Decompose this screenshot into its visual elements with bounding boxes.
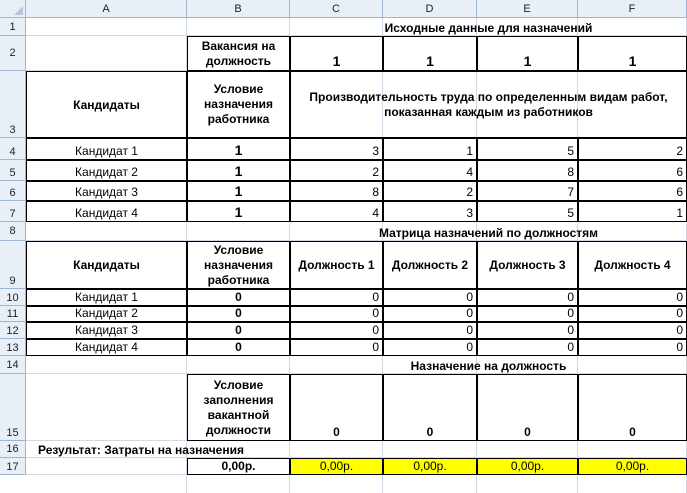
assignment-value[interactable]: 0 (477, 339, 578, 356)
select-all-corner[interactable] (0, 0, 26, 18)
condition-header[interactable]: Условие назначения работника (187, 241, 290, 289)
row-header-11[interactable]: 11 (0, 306, 26, 322)
productivity-value[interactable]: 4 (290, 201, 383, 222)
candidate-name[interactable]: Кандидат 3 (26, 181, 187, 201)
candidate-name[interactable]: Кандидат 1 (26, 138, 187, 160)
result-label[interactable]: Результат: Затраты на назначения (38, 443, 244, 457)
condition-value[interactable]: 1 (187, 160, 290, 181)
total-cost[interactable]: 0,00р. (187, 458, 290, 475)
vacancy-value[interactable]: 1 (383, 36, 477, 71)
cost-value[interactable]: 0,00р. (383, 458, 477, 475)
row-header-5[interactable]: 5 (0, 160, 26, 181)
cost-value[interactable]: 0,00р. (578, 458, 687, 475)
assignment-value[interactable]: 0 (383, 289, 477, 306)
assignment-value[interactable]: 0 (477, 289, 578, 306)
condition-header[interactable]: Условие назначения работника (187, 71, 290, 138)
assignment-value[interactable]: 0 (477, 306, 578, 322)
row-header-17[interactable]: 17 (0, 458, 26, 475)
productivity-value[interactable]: 6 (578, 160, 687, 181)
condition-value[interactable]: 1 (187, 181, 290, 201)
assignment-value[interactable]: 0 (290, 289, 383, 306)
vacancy-label[interactable]: Вакансия на должность (187, 36, 290, 71)
productivity-header[interactable]: Производительность труда по определенным видам работ, показанная каждым из работников (290, 71, 687, 138)
productivity-value[interactable]: 5 (477, 201, 578, 222)
position-header[interactable]: Должность 1 (290, 241, 383, 289)
productivity-value[interactable]: 2 (578, 138, 687, 160)
row-header-12[interactable]: 12 (0, 322, 26, 339)
candidate-name[interactable]: Кандидат 2 (26, 160, 187, 181)
row-header-1[interactable]: 1 (0, 18, 26, 36)
position-header[interactable]: Должность 4 (578, 241, 687, 289)
productivity-value[interactable]: 3 (290, 138, 383, 160)
candidate-name[interactable]: Кандидат 4 (26, 339, 187, 356)
candidate-name[interactable]: Кандидат 4 (26, 201, 187, 222)
row-header-3[interactable]: 3 (0, 71, 26, 138)
assignment-value[interactable]: 0 (578, 339, 687, 356)
condition-value[interactable]: 0 (187, 289, 290, 306)
assignment-value[interactable]: 0 (383, 322, 477, 339)
column-header-C[interactable]: C (290, 0, 383, 18)
productivity-value[interactable]: 4 (383, 160, 477, 181)
cost-value[interactable]: 0,00р. (477, 458, 578, 475)
fill-condition-value[interactable]: 0 (290, 374, 383, 441)
vacancy-value[interactable]: 1 (477, 36, 578, 71)
assignment-value[interactable]: 0 (290, 306, 383, 322)
row-header-4[interactable]: 4 (0, 138, 26, 160)
assignment-value[interactable]: 0 (578, 306, 687, 322)
condition-value[interactable]: 0 (187, 306, 290, 322)
assignment-value[interactable]: 0 (290, 322, 383, 339)
fill-condition-label[interactable]: Условие заполнения вакантной должности (187, 374, 290, 441)
candidate-name[interactable]: Кандидат 3 (26, 322, 187, 339)
productivity-value[interactable]: 1 (578, 201, 687, 222)
row-header-14[interactable]: 14 (0, 356, 26, 374)
section3-title[interactable]: Назначение на должность (410, 359, 567, 373)
candidate-name[interactable]: Кандидат 2 (26, 306, 187, 322)
productivity-value[interactable]: 2 (290, 160, 383, 181)
assignment-value[interactable]: 0 (578, 289, 687, 306)
assignment-value[interactable]: 0 (578, 322, 687, 339)
row-header-8[interactable]: 8 (0, 222, 26, 241)
column-header-A[interactable]: A (26, 0, 187, 18)
condition-value[interactable]: 1 (187, 201, 290, 222)
candidates-header[interactable]: Кандидаты (26, 241, 187, 289)
productivity-value[interactable]: 8 (477, 160, 578, 181)
section2-title[interactable]: Матрица назначений по должностям (378, 226, 599, 240)
row-header-9[interactable]: 9 (0, 241, 26, 289)
row-header-7[interactable]: 7 (0, 201, 26, 222)
row-header-2[interactable]: 2 (0, 36, 26, 71)
vacancy-value[interactable]: 1 (290, 36, 383, 71)
productivity-value[interactable]: 1 (383, 138, 477, 160)
condition-value[interactable]: 1 (187, 138, 290, 160)
candidate-name[interactable]: Кандидат 1 (26, 289, 187, 306)
column-header-E[interactable]: E (477, 0, 578, 18)
row-header-13[interactable]: 13 (0, 339, 26, 356)
row-header-6[interactable]: 6 (0, 181, 26, 201)
productivity-value[interactable]: 8 (290, 181, 383, 201)
condition-value[interactable]: 0 (187, 322, 290, 339)
section1-title[interactable]: Исходные данные для назначений (384, 21, 593, 35)
candidates-header[interactable]: Кандидаты (26, 71, 187, 138)
row-header-16[interactable]: 16 (0, 441, 26, 458)
column-header-F[interactable]: F (578, 0, 687, 18)
fill-condition-value[interactable]: 0 (578, 374, 687, 441)
productivity-value[interactable]: 7 (477, 181, 578, 201)
vacancy-value[interactable]: 1 (578, 36, 687, 71)
productivity-value[interactable]: 2 (383, 181, 477, 201)
productivity-value[interactable]: 5 (477, 138, 578, 160)
column-header-B[interactable]: B (187, 0, 290, 18)
condition-value[interactable]: 0 (187, 339, 290, 356)
column-header-D[interactable]: D (383, 0, 477, 18)
row-header-15[interactable]: 15 (0, 374, 26, 441)
fill-condition-value[interactable]: 0 (383, 374, 477, 441)
assignment-value[interactable]: 0 (477, 322, 578, 339)
position-header[interactable]: Должность 2 (383, 241, 477, 289)
cost-value[interactable]: 0,00р. (290, 458, 383, 475)
position-header[interactable]: Должность 3 (477, 241, 578, 289)
productivity-value[interactable]: 6 (578, 181, 687, 201)
productivity-value[interactable]: 3 (383, 201, 477, 222)
assignment-value[interactable]: 0 (290, 339, 383, 356)
fill-condition-value[interactable]: 0 (477, 374, 578, 441)
row-header-10[interactable]: 10 (0, 289, 26, 306)
assignment-value[interactable]: 0 (383, 306, 477, 322)
assignment-value[interactable]: 0 (383, 339, 477, 356)
